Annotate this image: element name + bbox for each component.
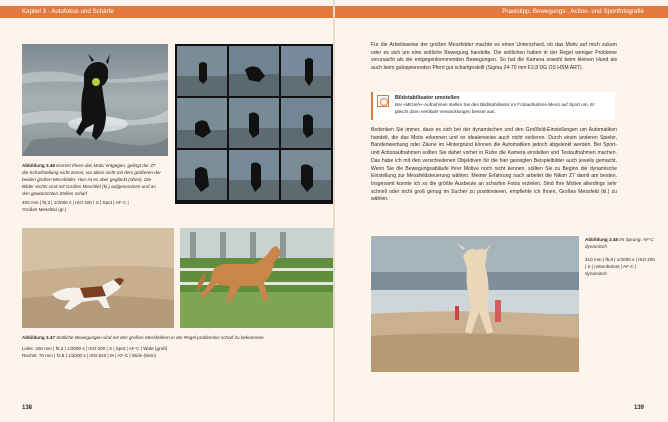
right-page [335, 0, 668, 422]
grid-frame [281, 98, 331, 148]
info-box [371, 92, 615, 120]
grid-frame [229, 46, 279, 96]
photo-dog-jumping [371, 236, 579, 372]
figure-label: Abbildung 3.48 [585, 237, 618, 242]
figure-text: Im Sprung. AF-C dynamisch [585, 237, 654, 249]
figure-meta: Großes Messfeld (gr.) [22, 207, 67, 212]
figure-text: Seitliche Bewegungen sind mit den großen Messfeldern in der Regel problemlos scharf zu bekommen. [56, 335, 265, 340]
figure-meta: 400 mm | f6,3 | 1/2000 s | ISO 400 | S | Spot | AF-C | [22, 200, 129, 205]
left-running-header: Kapitel 3 · Autofokus und Schärfe [0, 6, 333, 18]
photo-horse-galloping [180, 228, 333, 328]
figure-meta: Links: 400 mm | f6,3 | 1/2000 s | ISO 200 | S | Spot | AF-C | Wide (groß) [22, 346, 168, 351]
grid-frame [229, 150, 279, 200]
caption-figure-3-46 [22, 162, 162, 213]
grid-frame [281, 150, 331, 200]
grid-frame [177, 46, 227, 96]
photo-grid-dog-sequence [175, 44, 333, 204]
figure-label: Abbildung 3.47 [22, 335, 55, 340]
left-page [0, 0, 333, 422]
paragraph-main: Bedenken Sie immer, dass es sich bei der dynamischen und den Großfeld-Einstellungen um Automatiken handelt, die das Motiv erkennen und es idealerweise auch nicht verlieren. Durch einen anderen Spieler, Bandenwerbung oder Zäune im Hintergrund können die Automatiken jedoch abgelenkt werden. Bei Sport- und Actionaufnahmen sollten Sie daher vorher in Ruhe die Kamera einstellen und Testaufnahmen machen. Das habe ich mit den verschiedenen Objektiven für die hier gezeigten Beispielbilder auch jeweils gemacht. Wenn Sie die Bewegungsabläufe Ihrer Motive noch nicht kennen, sollten Sie zu Beginn die dynamische Einstellung zur Messfeldsteuerung wählen. Meiner Erfahrung nach arbeitet die Nikon Z7 damit am besten. Insgesamt konnte ich so die größte Ausbeute an scharfen Fotos erzielen. Sind Ihre Motive allerdings sehr schnell oder nicht groß genug im Sucher zu positionieren, empfiehle ich Ihnen, Großes Messfeld (kl.) zu wählen. [371, 127, 617, 203]
info-box-text: Bei »Mitzieh«-Aufnahmen stellen Sie den Bildstabilisator im Fotoaufnahme-Menü auf Sport um. Er gleicht dann vertikale Verwacklungen besser aus. [395, 102, 595, 114]
grid-frame [177, 150, 227, 200]
info-box-title: Bildstabilisator umstellen [395, 95, 460, 101]
caption-figure-3-48 [585, 236, 657, 277]
figure-label: Abbildung 3.46 [22, 163, 55, 168]
photo-small-dog-running [22, 228, 174, 328]
photo-dog-running-water [22, 44, 168, 156]
caption-figure-3-47 [22, 334, 322, 359]
grid-frame [177, 98, 227, 148]
grid-frame [281, 46, 331, 96]
grid-frame [229, 98, 279, 148]
left-page-number: 138 [22, 405, 33, 411]
right-running-header: Praxistipp: Bewegungs-, Action- und Sportfotografie [335, 6, 668, 18]
stabilizer-icon [377, 95, 389, 107]
figure-meta: 310 mm | f5,6 | 1/2000 s | ISO 200 | S | mittenbetont | AF-C | dynamisch [585, 257, 655, 276]
figure-text: Kommt Ihnen das Motiv entgegen, gelingt der Z7 die Scharfstellung nicht immer, vor allem nicht mit dem größeren der beiden großen Messfelder. Hier ist es aber geglückt (oben). Die Bilder rechts sind mit Großes Messfeld (kl.) aufgenommen und an den gewünschten Stellen scharf [22, 163, 161, 196]
paragraph-intro: Für die Arbeitsweise der großen Messfelder machte es einen Unterschied, ob das Motiv auf mich zukam oder es sich um eine seitliche Bewegung handelte. Die seitlichen haben in der Regel weniger Probleme verursacht als die entgegenkommenden Bewegungen. So hat die Kamera sowohl beim kleinen Hund als auch beim galoppierenden Pferd gut scharfgestellt (Sigma 24-70 mm F2,8 DG OS HSM ART). [371, 42, 617, 72]
figure-meta: Rechts: 70 mm | f2,8 | 1/2000 s | ISO 640 | M | AF-C | Wide (klein) [22, 353, 157, 358]
right-page-number: 139 [633, 405, 644, 411]
